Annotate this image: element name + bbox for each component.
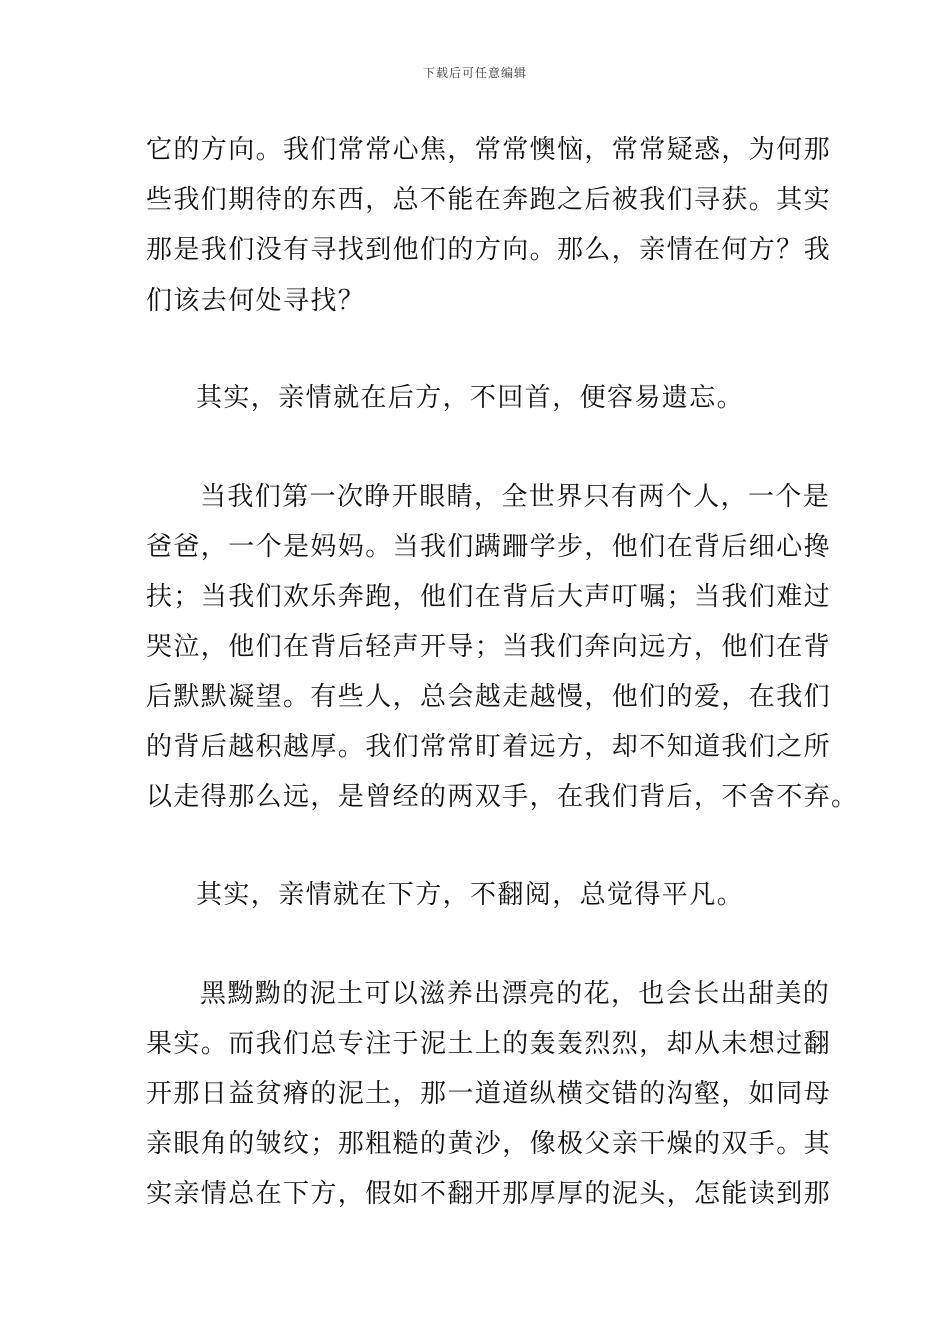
text-line: 的背后越积越厚。我们常常盯着远方，却不知道我们之所 <box>146 732 832 762</box>
text-line: 那是我们没有寻找到他们的方向。那么，亲情在何方？我 <box>146 235 832 265</box>
text-line: 其实，亲情就在后方，不回首，便容易遗忘。 <box>196 383 745 413</box>
text-line: 些我们期待的东西，总不能在奔跑之后被我们寻获。其实 <box>146 185 832 215</box>
text-line: 果实。而我们总专注于泥土上的轰轰烈烈，却从未想过翻 <box>146 1029 832 1059</box>
text-line: 黑黝黝的泥土可以滋养出漂亮的花，也会长出甜美的 <box>200 979 831 1009</box>
text-line: 后默默凝望。有些人，总会越走越慢，他们的爱，在我们 <box>146 682 832 712</box>
text-line: 开那日益贫瘠的泥土，那一道道纵横交错的沟壑，如同母 <box>146 1079 832 1109</box>
text-line: 亲眼角的皱纹；那粗糙的黄沙，像极父亲干燥的双手。其 <box>146 1129 832 1159</box>
text-line: 当我们第一次睁开眼睛，全世界只有两个人，一个是 <box>200 482 831 512</box>
text-line: 实亲情总在下方，假如不翻开那厚厚的泥头，怎能读到那 <box>146 1179 832 1209</box>
text-line: 爸爸，一个是妈妈。当我们蹒跚学步，他们在背后细心搀 <box>146 532 832 562</box>
text-line: 哭泣，他们在背后轻声开导；当我们奔向远方，他们在背 <box>146 632 832 662</box>
text-line: 们该去何处寻找？ <box>146 286 366 316</box>
page-header: 下载后可任意编辑 <box>422 66 527 80</box>
text-line: 扶；当我们欢乐奔跑，他们在背后大声叮嘱；当我们难过 <box>146 582 832 612</box>
text-line: 它的方向。我们常常心焦，常常懊恼，常常疑惑，为何那 <box>146 135 832 165</box>
text-line: 其实，亲情就在下方，不翻阅，总觉得平凡。 <box>196 880 745 910</box>
text-line: 以走得那么远，是曾经的两双手，在我们背后，不舍不弃。 <box>146 782 859 812</box>
